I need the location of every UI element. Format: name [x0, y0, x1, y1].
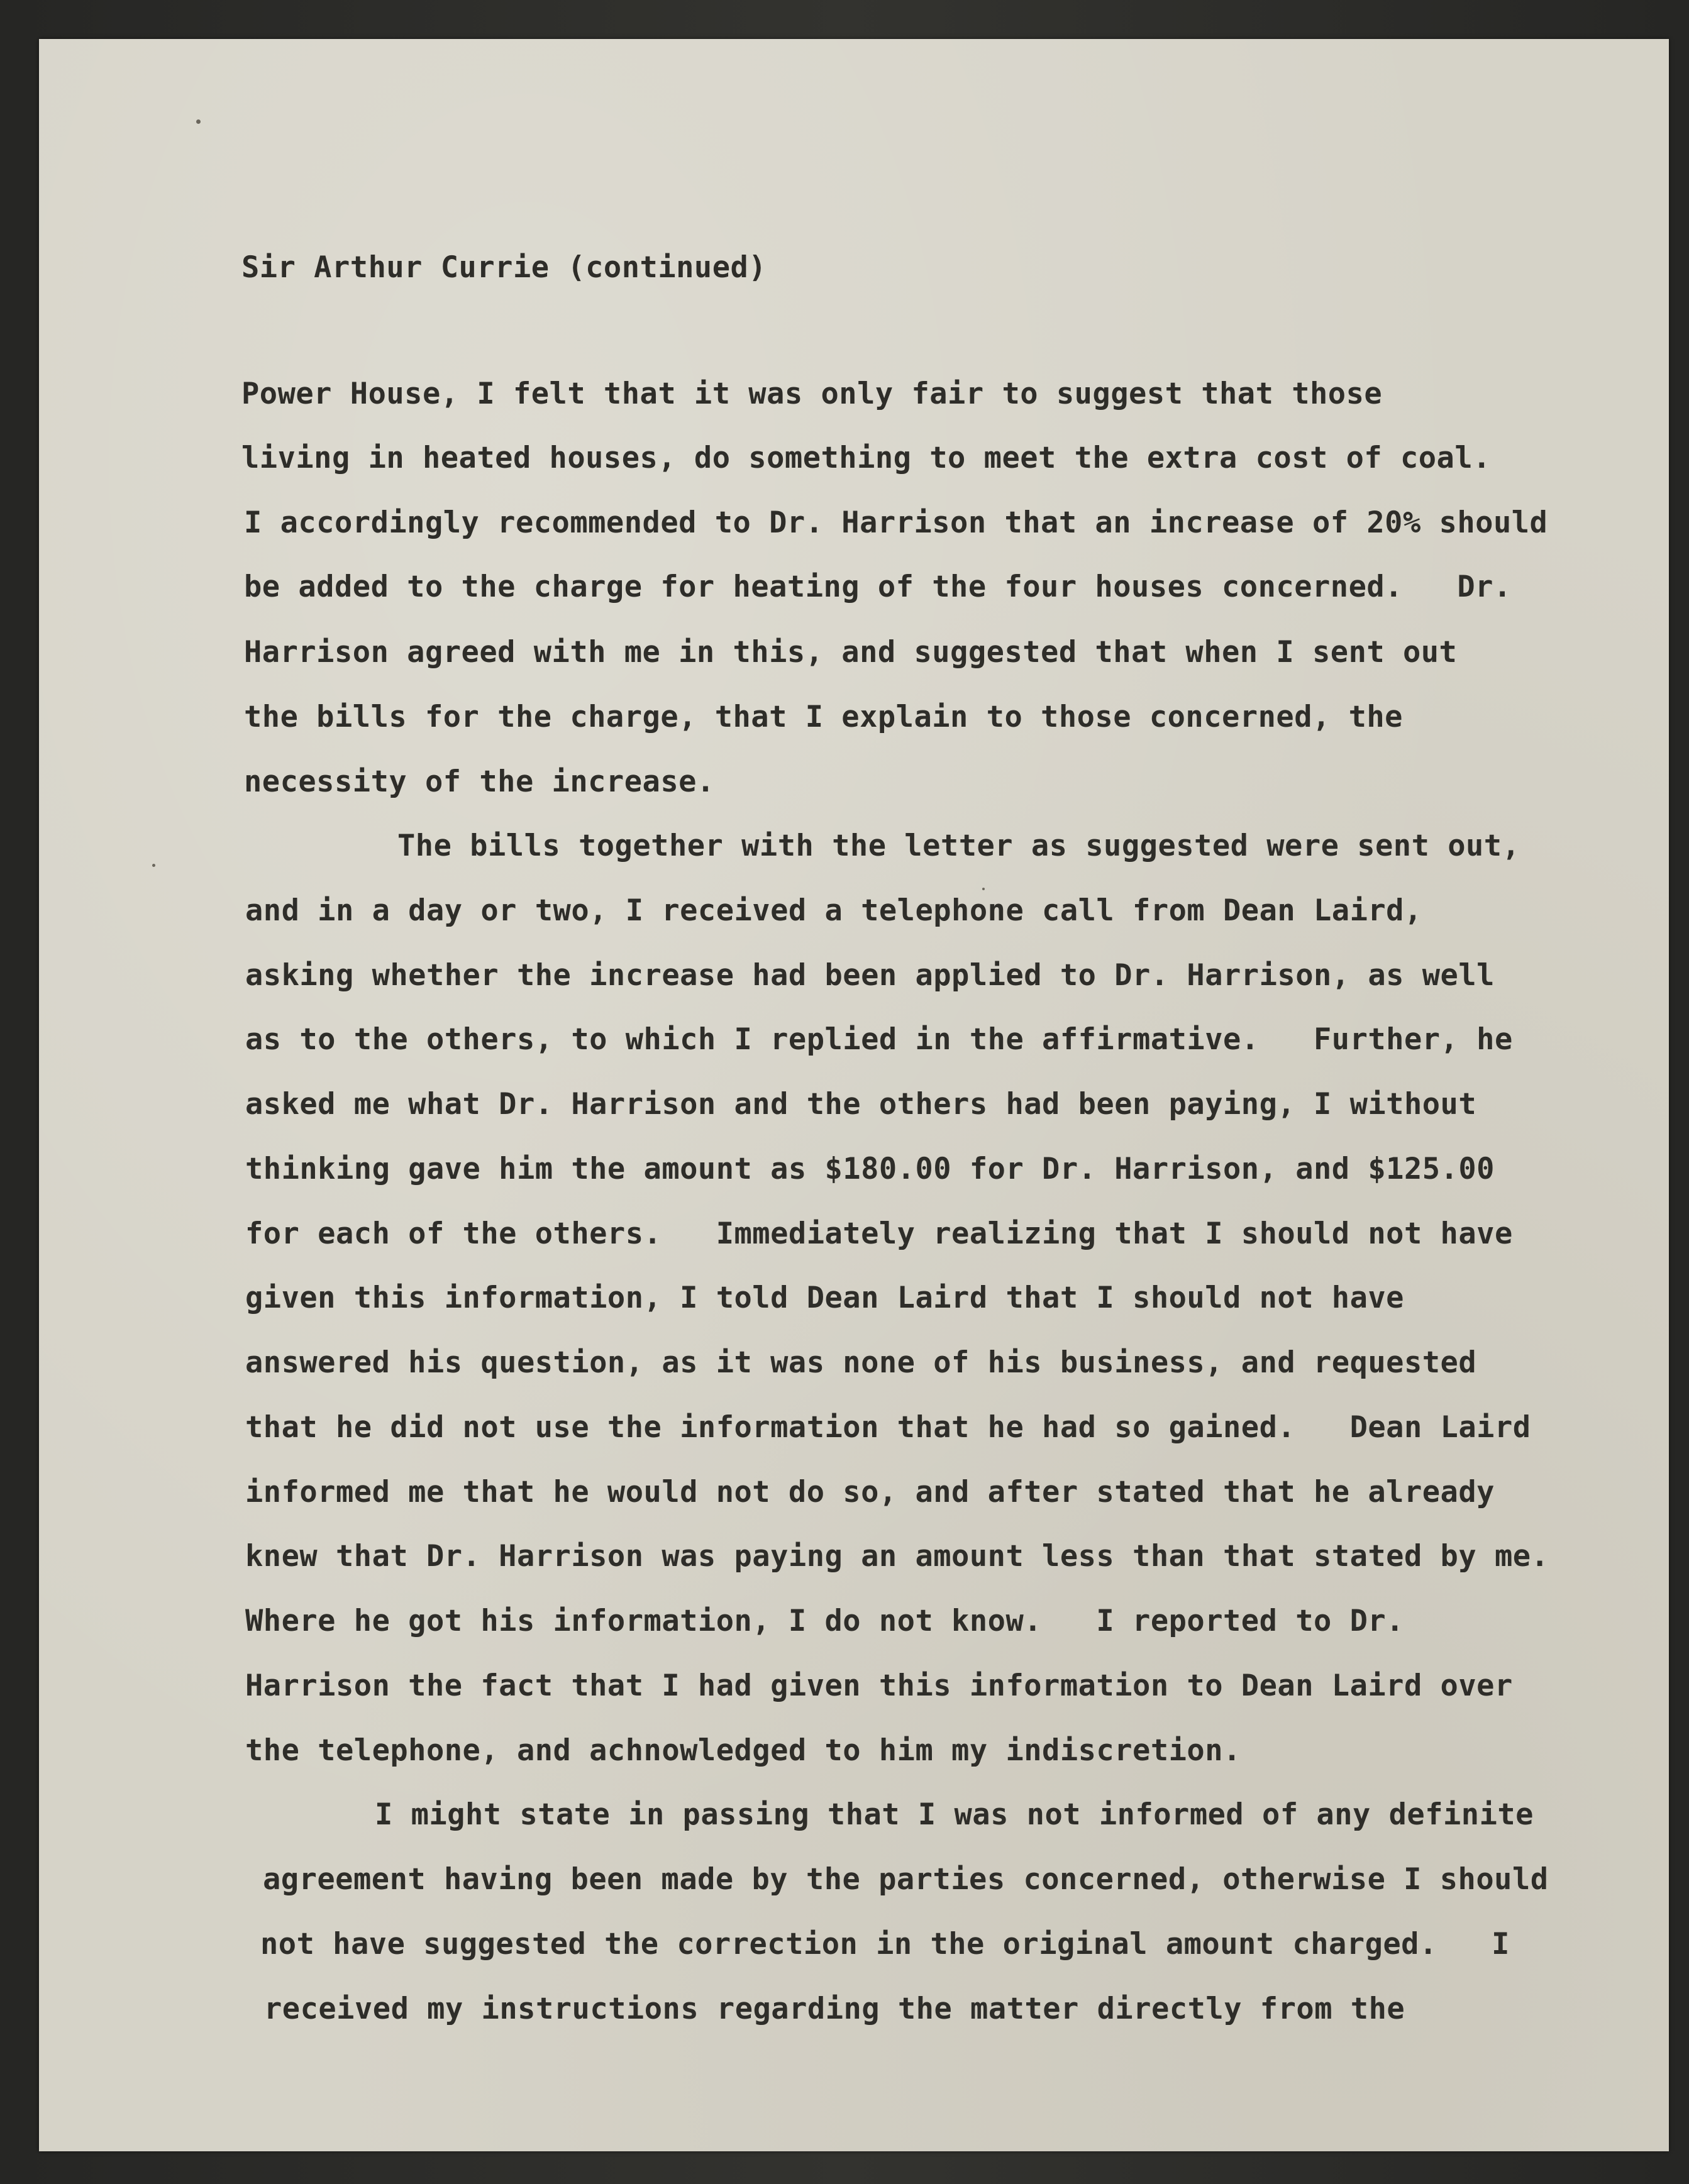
text-line: given this information, I told Dean Laird that I should not have — [245, 1281, 1404, 1315]
text-line: as to the others, to which I replied in the affirmative. Further, he — [245, 1022, 1513, 1057]
text-line: asking whether the increase had been applied to Dr. Harrison, as well — [245, 958, 1495, 993]
text-line: I accordingly recommended to Dr. Harrison that an increase of 20% should — [244, 505, 1548, 540]
text-line: asked me what Dr. Harrison and the others had been paying, I without — [245, 1087, 1477, 1122]
text-line: Power House, I felt that it was only fair to suggest that those — [241, 377, 1383, 411]
text-line: that he did not use the information that he had so gained. Dean Laird — [245, 1410, 1531, 1445]
text-line: the bills for the charge, that I explain to those concerned, the — [244, 700, 1403, 734]
text-line: agreement having been made by the parties concerned, otherwise I should — [263, 1862, 1549, 1897]
text-line: necessity of the increase. — [244, 764, 715, 799]
text-line: not have suggested the correction in the original amount charged. I — [260, 1927, 1510, 1961]
text-line: the telephone, and achnowledged to him my indiscretion. — [245, 1733, 1241, 1768]
text-line: knew that Dr. Harrison was paying an amount less than that stated by me. — [245, 1539, 1549, 1574]
text-line: thinking gave him the amount as $180.00 for Dr. Harrison, and $125.00 — [245, 1152, 1495, 1186]
text-line: for each of the others. Immediately realizing that I should not have — [245, 1216, 1513, 1251]
text-line: and in a day or two, I received a telephone call from Dean Laird, — [245, 893, 1422, 928]
page-heading: Sir Arthur Currie (continued) — [241, 250, 767, 285]
text-line: The bills together with the letter as suggested were sent out, — [397, 829, 1520, 863]
text-line: Harrison agreed with me in this, and suggested that when I sent out — [244, 635, 1458, 670]
text-line: Harrison the fact that I had given this information to Dean Laird over — [245, 1668, 1513, 1703]
text-line: answered his question, as it was none of his business, and requested — [245, 1345, 1477, 1380]
text-line: living in heated houses, do something to meet the extra cost of coal. — [241, 441, 1491, 475]
text-line: I might state in passing that I was not informed of any definite — [375, 1797, 1534, 1832]
text-line: be added to the charge for heating of the four houses concerned. Dr. — [244, 570, 1512, 604]
text-line: informed me that he would not do so, and after stated that he already — [245, 1475, 1495, 1509]
text-line: Where he got his information, I do not know. I reported to Dr. — [245, 1604, 1404, 1638]
text-line: received my instructions regarding the matter directly from the — [264, 1992, 1405, 2026]
